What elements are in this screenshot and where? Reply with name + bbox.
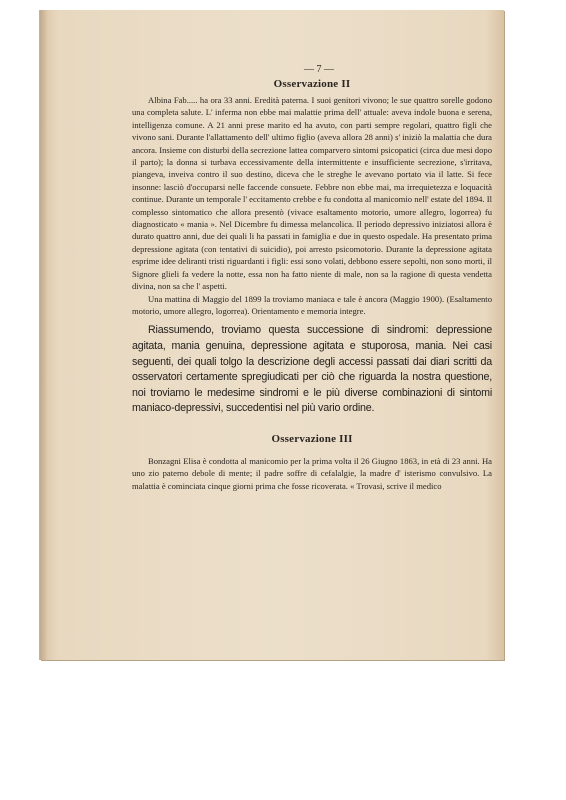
- observation-2-paragraph-2: Una mattina di Maggio del 1899 la troviamo maniaca e tale è ancora (Maggio 1900). (Esaltamento motorio, umore allegro, logorrea). Orientamento e memoria integre.: [132, 293, 492, 316]
- page-number: — 7 —: [304, 64, 334, 75]
- section-heading-observation-3: Osservazione III: [271, 432, 353, 445]
- observation-2-paragraph-1: Albina Fab..... ha ora 33 anni. Eredità paterna. I suoi genitori vivono; le sue quattro sorelle godono una completa salute. L' inferma non ebbe mai malattie prima dell' attuale: aveva indole buona e serena, intelligenza comune. A 21 anni prese marito ed ha avuto, con parti sempre regolari, quattro figli che vivono sani. Durante l'allattamento dell' ultimo figlio (aveva allora 28 anni) s' iniziò la malattia che dura ancora. Insieme con disturbi della secrezione lattea comparvero sintomi psicopatici (circa due mesi dopo il parto); la donna si turbava eccessivamente della intermittente e insufficiente secrezione, s'irritava, piangeva, inveiva contro il suo destino, diceva che le streghe le avevano portato via il latte. Si fece insonne: lasciò d'occuparsi nelle faccende consuete. Febbre non ebbe mai, ma irrequietezza e loquacità continue. Durante un temporale l' eccitamento crebbe e fu condotta al manicomio nell' estate del 1894. Il complesso sintomatico che allora presentò (vivace esaltamento motorio, umore allegro, logorrea) fu diagnosticato « mania ». Nel Dicembre fu dimessa melancolica. Il periodo depressivo iniziatosi allora è durato quattro anni, due dei quali li ha passati in famiglia e due in questo ospedale. Ha presentato prima depressione agitata (con tentativi di suicidio), poi arresto psicomotorio. Durante la depressione agitata esprime idee deliranti tristi riguardanti i figli: essi sono volati, debbono essere sepolti, non sono morti, il Signore glieli fa vedere la notte, essa non ha fatto niente di male, non sa la ragione di questa vendetta divina, non sa che l' aspetti.: [132, 95, 492, 292]
- document-page: [40, 10, 504, 660]
- summary-paragraph: Riassumendo, troviamo questa successione di sindromi: depressione agitata, mania genuina, depressione agitata e stuporosa, mania. Nei casi seguenti, dei quali tolgo la descrizione degli accessi passati dai diari scritti da osservatori certamente spregiudicati per ciò che riguarda la nostra questione, noi troviamo le medesime sindromi e le più diverse combinazioni di sintomi maniaco-depressivi, succedentisi nel più vario ordine.: [132, 324, 492, 415]
- page-text: [132, 64, 492, 492]
- observation-3-paragraph-1: Bonzagni Elisa è condotta al manicomio per la prima volta il 26 Giugno 1863, in età di 23 anni. Ha uno zio paterno debole di mente; il padre soffre di cefalalgie, la madre d' isterismo convulsivo. La malattia è cominciata cinque giorni prima che fosse ricoverata. « Trovasi, scrive il medico: [132, 455, 492, 491]
- section-heading-observation-2: Osservazione II: [273, 78, 351, 90]
